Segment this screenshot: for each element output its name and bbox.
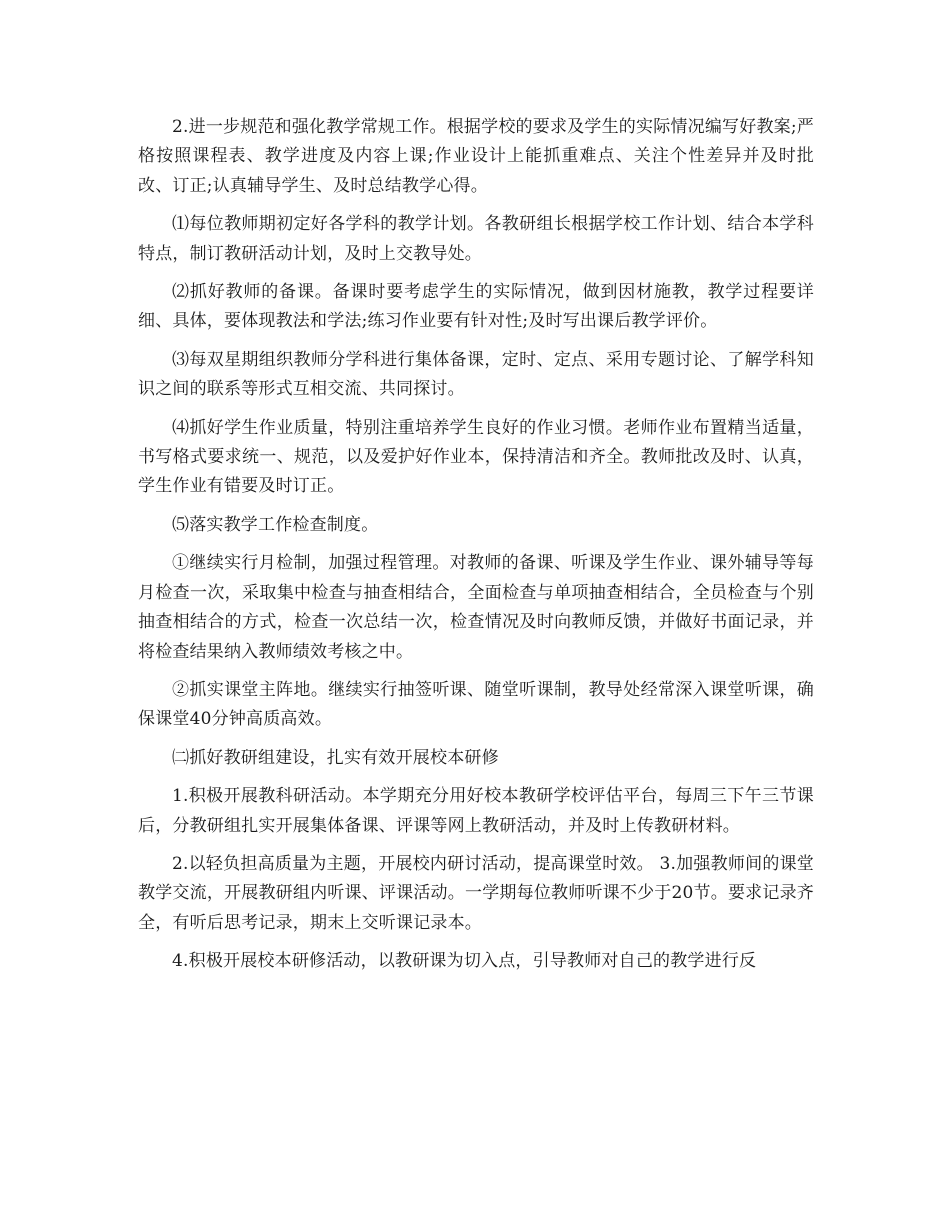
paragraph-seminar: 2.以轻负担高质量为主题，开展校内研讨活动，提高课堂时效。 3.加强教师间的课堂教学交流，开展教研组内听课、评课活动。一学期每位教师听课不少于20节。要求记录齐全，有听后思考记录，期末上交听课记录本。 [138,853,814,933]
paragraph-monthly-check: ①继续实行月检制，加强过程管理。对教师的备课、听课及学生作业、课外辅导等每月检查一次，采取集中检查与抽查相结合，全面检查与单项抽查相结合，全员检查与个别抽查相结合的方式，检查一次总结一次，检查情况及时向教师反馈，并做好书面记录，并将检查结果纳入教师绩效考核之中。 [138,553,814,662]
paragraph-classroom: ②抓实课堂主阵地。继续实行抽签听课、随堂听课制，教导处经常深入课堂听课，确保课堂40分钟高质高效。 [138,679,814,730]
paragraph-collective-prep: ⑶每双星期组织教师分学科进行集体备课，定时、定点、采用专题讨论、了解学科知识之间的联系等形式互相交流、共同探讨。 [138,349,814,400]
paragraph-teaching-plan: ⑴每位教师期初定好各学科的教学计划。各教研组长根据学校工作计划、结合本学科特点，制订教研活动计划，及时上交教导处。 [138,214,814,264]
document-body [138,113,814,986]
paragraph-section-heading: ㈡抓好教研组建设，扎实有效开展校本研修 [172,747,499,768]
paragraph-research-activities: 1.积极开展教科研活动。本学期充分用好校本教研学校评估平台，每周三下午三节课后，分教研组扎实开展集体备课、评课等网上教研活动，并及时上传教研材料。 [138,786,814,836]
paragraph-homework-quality: ⑷抓好学生作业质量，特别注重培养学生良好的作业习惯。老师作业布置精当适量，书写格式要求统一、规范，以及爱护好作业本，保持清洁和齐全。教师批改及时、认真，学生作业有错要及时订正。 [138,417,814,497]
paragraph-inspection-system: ⑸落实教学工作检查制度。 [172,514,379,535]
paragraph-school-training: 4.积极开展校本研修活动，以教研课为切入点，引导教师对自己的教学进行反 [172,951,757,972]
paragraph-routine-work: 2.进一步规范和强化教学常规工作。根据学校的要求及学生的实际情况编写好教案;严格按照课程表、教学进度及内容上课;作业设计上能抓重难点、关注个性差异并及时批改、订正;认真辅导学生、及时总结教学心得。 [138,117,814,196]
paragraph-lesson-prep: ⑵抓好教师的备课。备课时要考虑学生的实际情况，做到因材施教，教学过程要详细、具体，要体现教法和学法;练习作业要有针对性;及时写出课后教学评价。 [138,282,814,332]
